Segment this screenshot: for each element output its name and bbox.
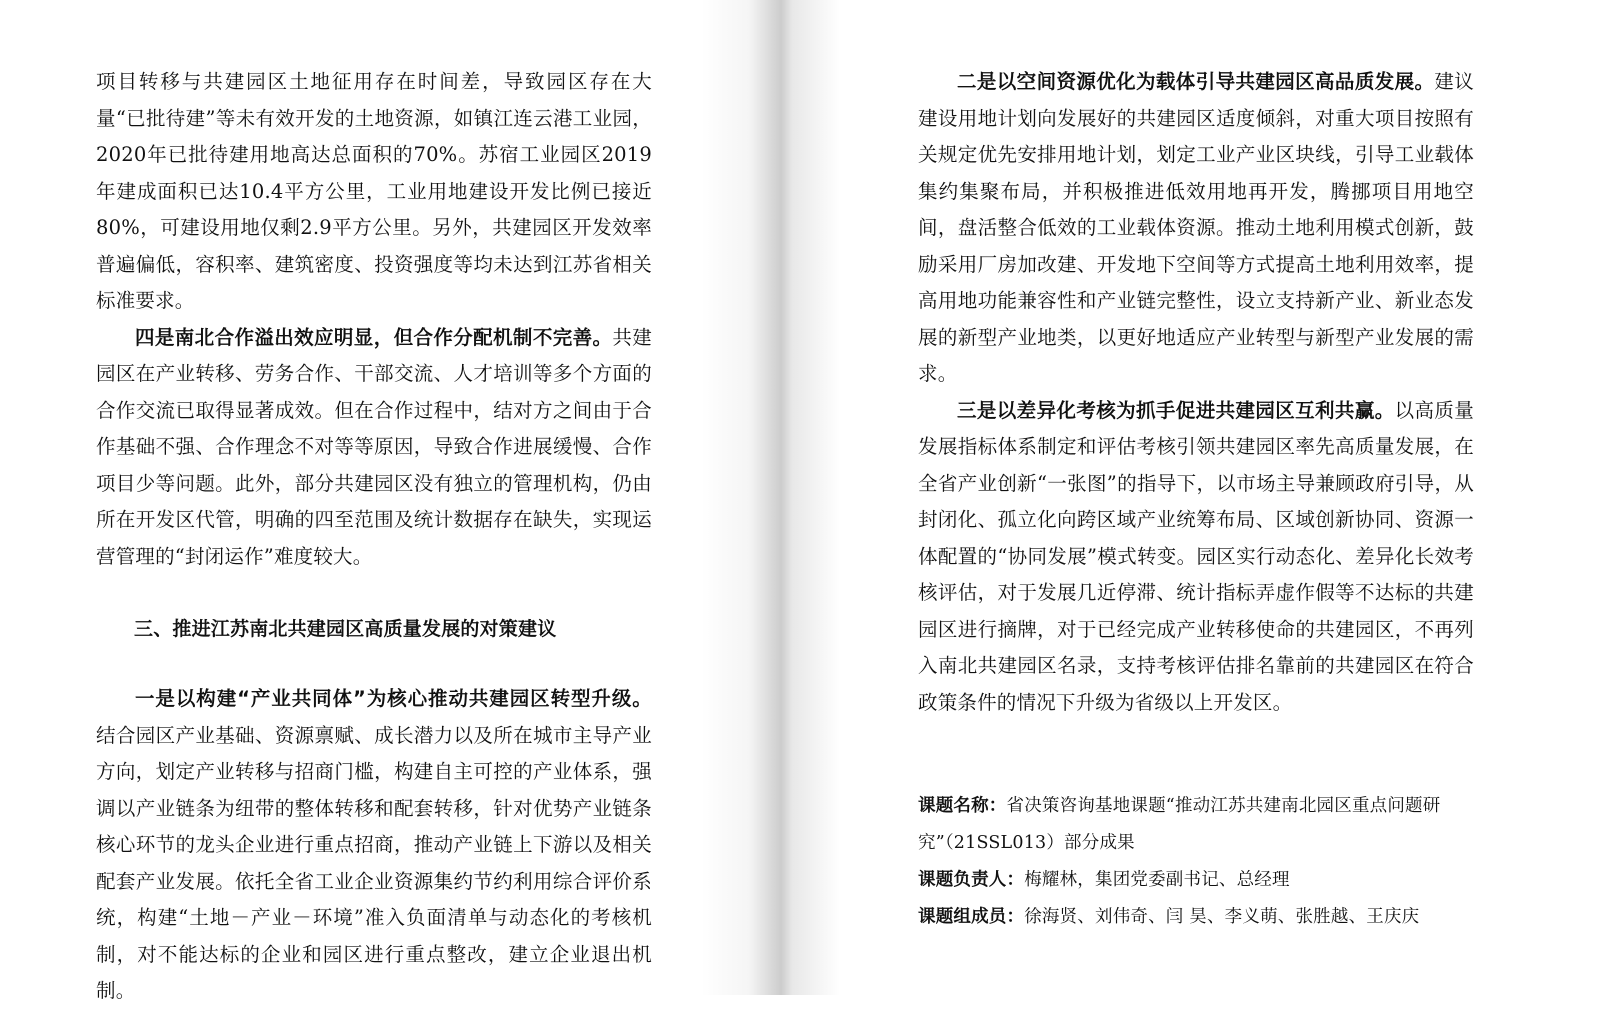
right-paragraph-2 — [918, 393, 1474, 722]
left-paragraph-2-lead: 四是南北合作溢出效应明显，但合作分配机制不完善。 — [135, 325, 613, 349]
right-paragraph-2-body: 以高质量发展指标体系制定和评估考核引领共建园区率先高质量发展，在全省产业创新“一张图”的指导下，以市场主导兼顾政府引导，从封闭化、孤立化向跨区域产业统筹布局、区域创新协同、资源一体配置的“协同发展”模式转变。园区实行动态化、差异化长效考核评估，对于发展几近停滞、统计指标弄虚作假等不达标的共建园区进行摘牌，对于已经完成产业转移使命的共建园区，不再列入南北共建园区名录，支持考核评估排名靠前的共建园区在符合政策条件的情况下升级为省级以上开发区。 — [918, 398, 1474, 714]
credit-lead-label: 课题负责人： — [918, 870, 1025, 890]
credit-members — [918, 899, 1478, 936]
right-paragraph-1-body: 建议建设用地计划向发展好的共建园区适度倾斜，对重大项目按照有关规定优先安排用地计划，划定工业产业区块线，引导工业载体集约集聚布局，并积极推进低效用地再开发，腾挪项目用地空间，盘活整合低效的工业载体资源。推动土地利用模式创新，鼓励采用厂房加改建、开发地下空间等方式提高土地利用效率，提高用地功能兼容性和产业链完整性，设立支持新产业、新业态发展的新型产业地类，以更好地适应产业转型与新型产业发展的需求。 — [918, 70, 1474, 385]
project-credits — [918, 788, 1478, 936]
right-column — [918, 64, 1474, 721]
credit-members-label: 课题组成员： — [918, 907, 1025, 927]
left-paragraph-3-lead: 一是以构建“产业共同体”为核心推动共建园区转型升级。 — [135, 687, 652, 710]
credit-topic-value: 省决策咨询基地课题“推动江苏共建南北园区重点问题研究”（21SSL013）部分成果 — [918, 796, 1441, 853]
left-paragraph-3-body: 结合园区产业基础、资源禀赋、成长潜力以及所在城市主导产业方向，划定产业转移与招商门槛，构建自主可控的产业体系，强调以产业链条为纽带的整体转移和配套转移，针对优势产业链条核心环节的龙头企业进行重点招商，推动产业链上下游以及相关配套产业发展。依托全省工业企业资源集约节约利用综合评价系统，构建“土地－产业－环境”准入负面清单与动态化的考核机制，对不能达标的企业和园区进行重点整改，建立企业退出机制。 — [96, 723, 652, 1002]
credit-members-value: 徐海贤、刘伟奇、闫 昊、李义萌、张胜越、王庆庆 — [1024, 907, 1420, 927]
credit-lead-value: 梅耀林，集团党委副书记、总经理 — [1024, 870, 1290, 890]
credit-lead — [918, 862, 1478, 899]
credit-topic-label: 课题名称： — [918, 796, 1007, 816]
left-paragraph-2-body: 共建园区在产业转移、劳务合作、干部交流、人才培训等多个方面的合作交流已取得显著成效。但在合作过程中，结对方之间由于合作基础不强、合作理念不对等等原因，导致合作进展缓慢、合作项目少等问题。此外，部分共建园区没有独立的管理机构，仍由所在开发区代管，明确的四至范围及统计数据存在缺失，实现运营管理的“封闭运作”难度较大。 — [96, 325, 652, 568]
section-heading: 三、推进江苏南北共建园区高质量发展的对策建议 — [134, 618, 557, 640]
left-paragraph-3 — [96, 681, 652, 1010]
credit-topic — [918, 788, 1478, 862]
right-paragraph-1 — [918, 64, 1474, 393]
left-paragraph-1: 项目转移与共建园区土地征用存在时间差，导致园区存在大量“已批待建”等未有效开发的土地资源，如镇江连云港工业园，2020年已批待建用地高达总面积的70%。苏宿工业园区2019年建成面积已达10.4平方公里，工业用地建设开发比例已接近80%，可建设用地仅剩2.9平方公里。另外，共建园区开发效率普遍偏低，容积率、建筑密度、投资强度等均未达到江苏省相关标准要求。 — [96, 70, 652, 312]
left-paragraph-2 — [96, 320, 652, 576]
right-paragraph-2-lead: 三是以差异化考核为抓手促进共建园区互利共赢。 — [957, 398, 1395, 422]
right-paragraph-1-lead: 二是以空间资源优化为载体引导共建园区高品质发展。 — [957, 70, 1435, 93]
left-column — [96, 64, 652, 1010]
